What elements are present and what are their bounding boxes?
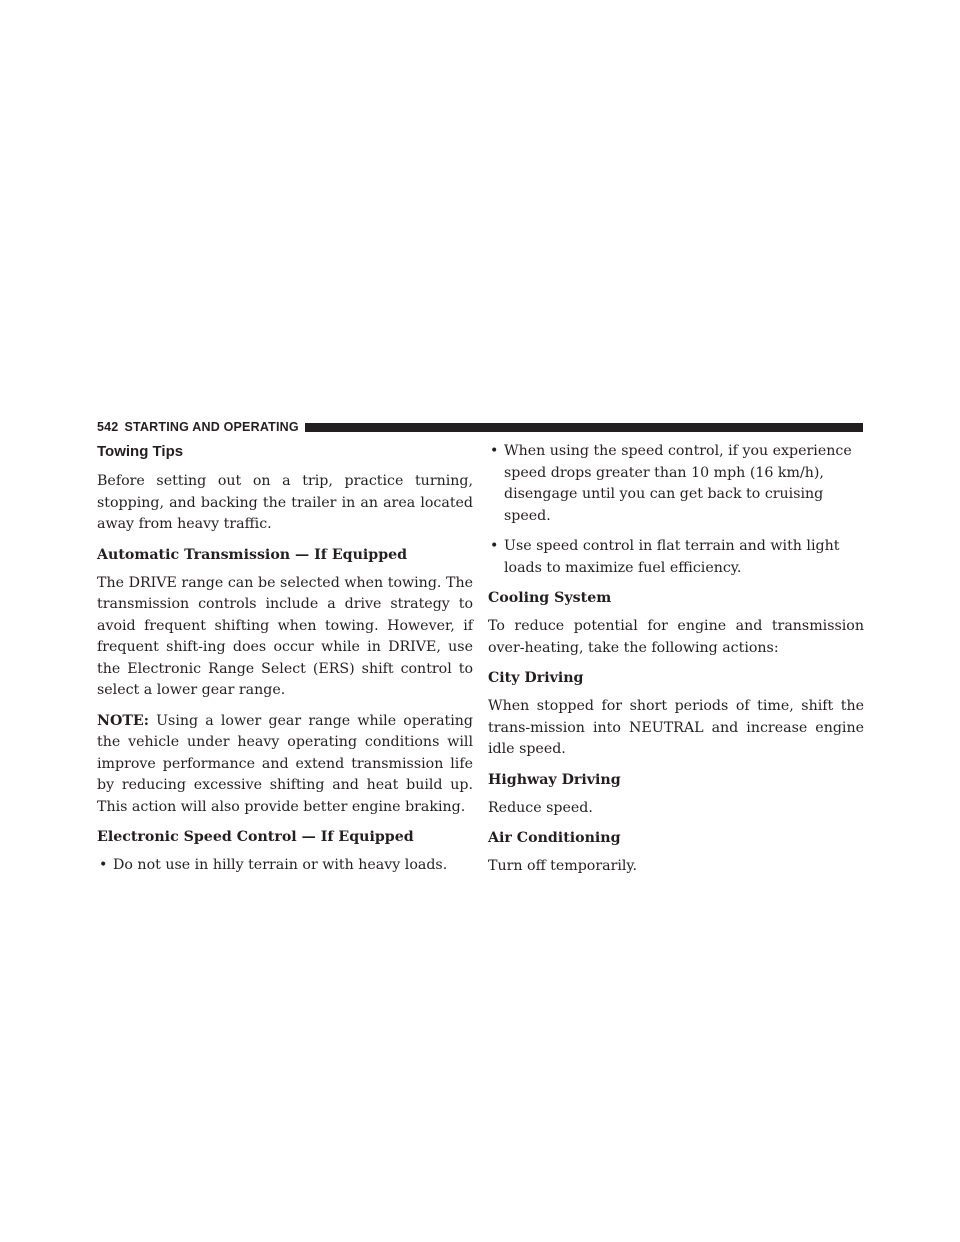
list-item-text: When using the speed control, if you experience speed drops greater than 10 mph (16 km/h), disengage until you can get back to cruising speed.: [504, 443, 852, 524]
header-rule: [305, 423, 863, 432]
right-column: [488, 441, 864, 887]
note-paragraph: [97, 711, 473, 819]
note-label: NOTE:: [97, 712, 149, 729]
towing-tips-heading: Towing Tips: [97, 443, 184, 460]
highway-driving-heading: Highway Driving: [488, 771, 621, 788]
automatic-transmission-paragraph: The DRIVE range can be selected when towing. The transmission controls include a drive strategy to avoid frequent shifting when towing. However, if frequent shift-ing does occur while in DRIVE, use the Electronic Range Select (ERS) shift control to select a lower gear range.: [97, 574, 473, 698]
cooling-system-heading: Cooling System: [488, 590, 612, 606]
cooling-system-paragraph: To reduce potential for engine and transmission over-heating, take the following actions:: [488, 618, 864, 656]
left-column: [97, 440, 473, 886]
section-title: STARTING AND OPERATING: [124, 420, 299, 434]
city-driving-paragraph: When stopped for short periods of time, shift the trans-mission into NEUTRAL and increase engine idle speed.: [488, 698, 864, 757]
bullet-icon: •: [99, 857, 108, 873]
note-text: Using a lower gear range while operating the vehicle under heavy operating conditions will improve performance and extend transmission life by reducing excessive shifting and heat build up. This action will also provide better engine braking.: [97, 712, 473, 815]
speed-control-list-left: [97, 855, 473, 877]
air-conditioning-paragraph: Turn off temporarily.: [488, 858, 638, 874]
automatic-transmission-heading: Automatic Transmission — If Equipped: [97, 546, 408, 563]
page-number: 542: [97, 420, 119, 434]
towing-tips-paragraph: Before setting out on a trip, practice turning, stopping, and backing the trailer in an area located away from heavy traffic.: [97, 473, 473, 532]
list-item: [97, 855, 473, 877]
page-header: [97, 419, 863, 435]
list-item: [488, 441, 864, 527]
speed-control-list-right: [488, 441, 864, 579]
air-conditioning-heading: Air Conditioning: [488, 830, 621, 846]
bullet-icon: •: [490, 538, 499, 554]
city-driving-heading: City Driving: [488, 670, 584, 686]
list-item-text: Use speed control in flat terrain and with light loads to maximize fuel efficiency.: [504, 538, 840, 576]
bullet-icon: •: [490, 443, 499, 459]
highway-driving-paragraph: Reduce speed.: [488, 799, 593, 816]
speed-control-heading: Electronic Speed Control — If Equipped: [97, 829, 414, 845]
list-item: [488, 536, 864, 579]
list-item-text: Do not use in hilly terrain or with heavy loads.: [113, 857, 448, 873]
